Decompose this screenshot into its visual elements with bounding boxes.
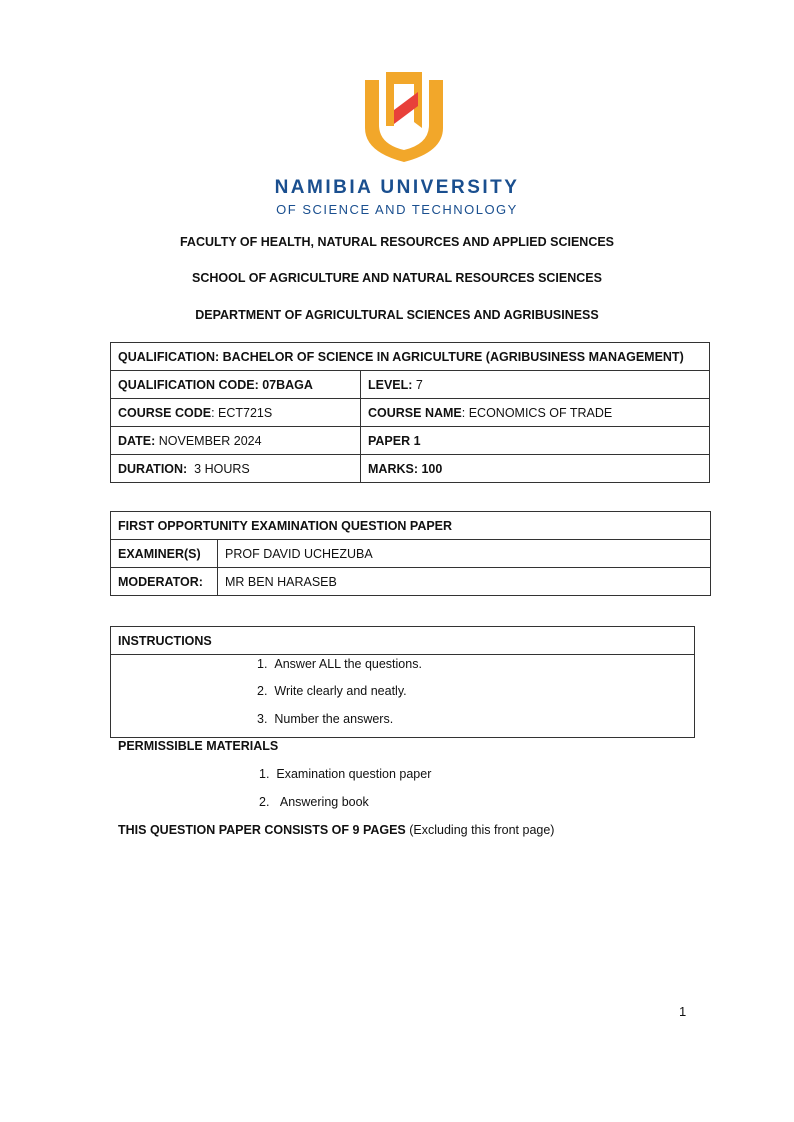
faculty-heading: FACULTY OF HEALTH, NATURAL RESOURCES AND APPLIED SCIENCES bbox=[179, 235, 615, 249]
level: LEVEL: 7 bbox=[361, 371, 710, 399]
exam-date: DATE: NOVEMBER 2024 bbox=[111, 427, 361, 455]
materials-title: PERMISSIBLE MATERIALS bbox=[118, 739, 279, 753]
exam-title: FIRST OPPORTUNITY EXAMINATION QUESTION PAPER bbox=[111, 512, 711, 540]
instruction-item: 1. Answer ALL the questions. bbox=[257, 657, 422, 671]
university-name: NAMIBIA UNIVERSITY bbox=[274, 177, 520, 198]
course-info-table bbox=[110, 342, 710, 483]
examiner-label: EXAMINER(S) bbox=[111, 540, 218, 568]
marks: MARKS: 100 bbox=[361, 455, 710, 483]
school-heading: SCHOOL OF AGRICULTURE AND NATURAL RESOURCES SCIENCES bbox=[192, 271, 602, 285]
paper: PAPER 1 bbox=[361, 427, 710, 455]
university-logo bbox=[362, 70, 446, 162]
material-item: 1. Examination question paper bbox=[259, 767, 432, 781]
course-name: COURSE NAME: ECONOMICS OF TRADE bbox=[361, 399, 710, 427]
instructions-title: INSTRUCTIONS bbox=[111, 627, 695, 655]
instruction-item: 2. Write clearly and neatly. bbox=[257, 684, 407, 698]
pages-note: THIS QUESTION PAPER CONSISTS OF 9 PAGES (Excluding this front page) bbox=[118, 823, 555, 837]
course-code: COURSE CODE: ECT721S bbox=[111, 399, 361, 427]
qualification-code: QUALIFICATION CODE: 07BAGA bbox=[111, 371, 361, 399]
examiner-name: PROF DAVID UCHEZUBA bbox=[218, 540, 711, 568]
department-heading: DEPARTMENT OF AGRICULTURAL SCIENCES AND AGRIBUSINESS bbox=[195, 308, 599, 322]
university-subname: OF SCIENCE AND TECHNOLOGY bbox=[276, 202, 518, 217]
qualification: QUALIFICATION: BACHELOR OF SCIENCE IN AGRICULTURE (AGRIBUSINESS MANAGEMENT) bbox=[111, 343, 710, 371]
duration: DURATION: 3 HOURS bbox=[111, 455, 361, 483]
material-item: 2. Answering book bbox=[259, 795, 369, 809]
instructions-table bbox=[110, 626, 695, 738]
moderator-name: MR BEN HARASEB bbox=[218, 568, 711, 596]
moderator-label: MODERATOR: bbox=[111, 568, 218, 596]
instruction-item: 3. Number the answers. bbox=[257, 712, 394, 726]
page-number: 1 bbox=[679, 1004, 687, 1019]
examiner-table bbox=[110, 511, 711, 596]
